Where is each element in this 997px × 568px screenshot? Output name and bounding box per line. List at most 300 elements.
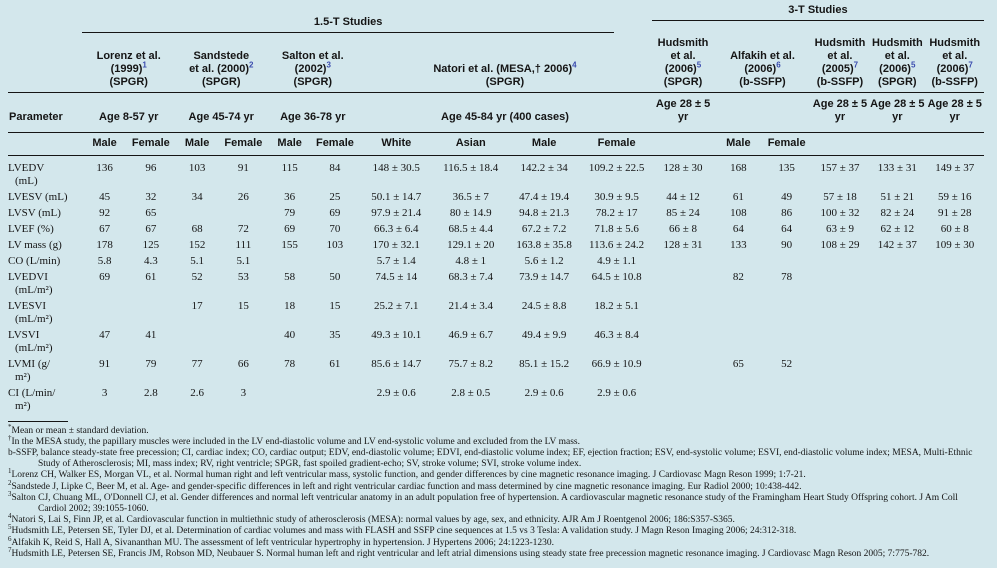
value-cell: 59 ± 16 [937, 191, 972, 203]
value-cell: 64.5 ± 10.8 [591, 271, 642, 283]
value-cell: 2.9 ± 0.6 [524, 387, 564, 399]
value-cell [127, 299, 175, 328]
footnote-marker: 2 [8, 478, 12, 487]
table-row [8, 357, 984, 386]
value-cell: 47 [99, 329, 111, 341]
study-sandstede [175, 35, 268, 93]
reference-link[interactable]: 7 [968, 60, 973, 70]
value-cell: 5.8 [97, 255, 112, 267]
study-name: et al. [884, 50, 910, 62]
value-cell: 30.9 ± 9.5 [594, 191, 639, 203]
value-cell [312, 254, 358, 270]
footnote-marker: † [8, 433, 12, 442]
value-cell: 17 [191, 300, 203, 312]
table-row [8, 254, 984, 270]
value-cell [652, 357, 714, 386]
value-cell: 35 [329, 329, 341, 341]
reference-link[interactable]: 5 [910, 60, 916, 70]
value-cell [811, 270, 869, 299]
value-cell [652, 254, 714, 270]
study-hudsmith-2006-bssfp [925, 35, 984, 93]
study-hudsmith-2005 [811, 35, 869, 93]
footnote: $^2$Sandstede J, Lipke C, Beer M, et al. Age- and gender-specific differences in left and right ventricular cardiac function and mass determined by cine magnetic resonance imaging. Eur Radiol 2000; 10:438-442. [8, 478, 802, 492]
value-cell: 109.2 ± 22.5 [588, 162, 645, 174]
study-year: (1999)$^1$ [110, 60, 147, 75]
study-year: (2006)$^5$ [664, 60, 702, 75]
table-row [8, 299, 984, 328]
footnote-marker: 3 [8, 489, 12, 498]
value-cell: 52 [781, 358, 793, 370]
footnote: $^7$Hudsmith LE, Petersen SE, Francis JM, Robson MD, Neubauer S. Normal human left and right ventricular and left atrial dimensions using steady state free precession magnetic resonance imaging. J Cardiovasc Magn Reson 2005; 7:775-782. [8, 545, 930, 559]
subcol-header: Male [82, 133, 126, 156]
value-cell [219, 328, 267, 357]
value-cell: 125 [142, 239, 160, 251]
value-cell: 85.1 ± 15.2 [519, 358, 570, 370]
value-cell: 68 [191, 223, 203, 235]
value-cell [925, 386, 984, 415]
value-cell [869, 254, 925, 270]
value-cell [925, 270, 984, 299]
data-table [8, 4, 984, 415]
table-row [8, 328, 984, 357]
value-cell: 148 ± 30.5 [372, 162, 420, 174]
reference-link[interactable]: 4 [572, 60, 577, 70]
value-cell [175, 206, 219, 222]
value-cell: 5.1 [190, 255, 204, 267]
study-natori [358, 35, 652, 93]
age-cell: Age 45-74 yr [175, 93, 268, 133]
parameter-label: LVSV (mL) [8, 207, 61, 219]
parameter-label: LVSVI (mL/m²) [8, 329, 53, 354]
value-cell [869, 299, 925, 328]
parameter-label: LVESV (mL) [8, 191, 68, 203]
value-cell: 103 [188, 162, 206, 174]
value-cell: 24.5 ± 8.8 [521, 300, 567, 312]
value-cell [82, 299, 126, 328]
value-cell [652, 386, 714, 415]
study-method: (b-SSFP) [816, 76, 864, 88]
empty-cell [8, 35, 82, 93]
age-cell: Age 45-84 yr (400 cases) [358, 93, 652, 133]
reference-link[interactable]: 5 [696, 60, 702, 70]
value-cell [763, 299, 811, 328]
footnote: †In the MESA study, the papillary muscles were included in the LV end-diastolic volume and LV end-systolic volume and excluded from the LV mass. [8, 433, 580, 447]
value-cell [925, 357, 984, 386]
value-cell [811, 328, 869, 357]
subcol-header [869, 133, 925, 156]
study-salton [268, 35, 359, 93]
value-cell: 70 [329, 223, 341, 235]
value-cell: 108 ± 29 [820, 239, 860, 251]
value-cell: 116.5 ± 18.4 [443, 162, 499, 174]
value-cell [714, 254, 762, 270]
value-cell: 79 [145, 358, 157, 370]
value-cell: 47.4 ± 19.4 [519, 191, 570, 203]
value-cell: 65 [732, 358, 744, 370]
value-cell [925, 328, 984, 357]
value-cell: 61 [145, 271, 157, 283]
value-cell: 2.8 ± 0.5 [451, 387, 491, 399]
subcol-header: Female [581, 133, 651, 156]
value-cell [714, 386, 762, 415]
value-cell [268, 386, 312, 415]
footnote: $^3$Salton CJ, Chuang ML, O'Donnell CJ, et al. Gender differences and normal left ventricular anatomy in an adult population free of hypertension. A cardiovascular magnetic resonance study of the Framingham Heart Study Offspring cohort. J Am Coll Cardiol 2002; 39:1055-1060. [8, 489, 958, 514]
value-cell: 85.6 ± 14.7 [371, 358, 422, 370]
value-cell: 163.8 ± 35.8 [516, 239, 572, 251]
parameter-label: LV mass (g) [8, 239, 62, 251]
study-name: Hudsmith [657, 37, 709, 49]
value-cell: 49.3 ± 10.1 [371, 329, 422, 341]
value-cell: 2.8 [143, 387, 158, 399]
value-cell [714, 299, 762, 328]
value-cell: 77 [191, 358, 203, 370]
value-cell: 64 [732, 223, 744, 235]
study-year: (2002)$^3$ [294, 60, 331, 75]
value-cell [925, 254, 984, 270]
value-cell: 75.7 ± 8.2 [448, 358, 493, 370]
section-15t [82, 4, 651, 35]
study-method: (SPGR) [293, 76, 333, 88]
value-cell: 62 ± 12 [880, 223, 915, 235]
value-cell [811, 386, 869, 415]
footnote: $^1$Lorenz CH, Walker ES, Morgan VL, et al. Normal human right and left ventricular mass, systolic function, and gender differences by cine magnetic resonance imaging. J Cardiovasc Magn Reson 1999; 1:7-21. [8, 467, 806, 481]
study-year: (2005)$^7$ [821, 60, 859, 75]
value-cell: 69 [99, 271, 111, 283]
subcol-header: Male [714, 133, 762, 156]
table-body [8, 156, 984, 415]
table-row [8, 222, 984, 238]
value-cell: 49.4 ± 9.9 [521, 329, 567, 341]
value-cell: 3 [240, 387, 247, 399]
value-cell [869, 357, 925, 386]
age-cell [714, 93, 811, 133]
footnote-marker: 5 [8, 523, 12, 532]
study-year: (2006)$^7$ [936, 60, 973, 75]
study-method: (b-SSFP) [739, 76, 786, 88]
value-cell: 34 [191, 191, 203, 203]
value-cell: 142.2 ± 34 [520, 162, 568, 174]
table-row [8, 156, 984, 190]
study-method: (SPGR) [663, 76, 703, 88]
subcol-header: Female [312, 133, 358, 156]
study-name: Hudsmith [814, 37, 866, 49]
value-cell [811, 254, 869, 270]
footnote: b-SSFP, balance steady-state free precession; CI, cardiac index; CO, cardiac output; EDV, end-diastolic volume; EDVI, end-diastolic volume index; EF, ejection fraction; ESV, end-systolic volume; ESVI, end-diastolic volume index; MESA, Multi-Ethnic Study of Atherosclerosis; MI, mass index; RV, right ventricle; SPGR, fast spoiled gradient-echo; SV, stroke volume; SVI, stroke volume index. [8, 447, 973, 470]
value-cell: 96 [145, 162, 157, 174]
parameter-label: LVESVI (mL/m²) [8, 300, 53, 325]
value-cell: 133 [730, 239, 747, 251]
study-hudsmith-3t-spgr [652, 35, 714, 93]
field-strength-header-row [8, 4, 984, 35]
value-cell: 82 [732, 271, 744, 283]
value-cell: 128 ± 31 [663, 239, 703, 251]
value-cell: 78 [781, 271, 793, 283]
value-cell: 97.9 ± 21.4 [371, 207, 422, 219]
study-year: (2006)$^6$ [744, 60, 781, 75]
value-cell [925, 299, 984, 328]
value-cell: 82 ± 24 [880, 207, 915, 219]
value-cell: 67 [145, 223, 157, 235]
section-3t [652, 4, 984, 35]
value-cell: 40 [284, 329, 296, 341]
value-cell: 51 ± 21 [880, 191, 915, 203]
value-cell [763, 328, 811, 357]
value-cell: 91 ± 28 [937, 207, 972, 219]
subcol-header [925, 133, 984, 156]
section-15t-label: 1.5-T Studies [82, 16, 613, 33]
value-cell [652, 299, 714, 328]
value-cell: 69 [329, 207, 341, 219]
reference-link[interactable]: 1 [142, 60, 147, 70]
value-cell: 44 ± 12 [666, 191, 700, 203]
value-cell: 67 [99, 223, 111, 235]
study-method: (SPGR) [485, 76, 525, 88]
value-cell [869, 270, 925, 299]
parameter-label: CO (L/min) [8, 255, 61, 267]
reference-link[interactable]: 3 [326, 60, 331, 70]
footnote: $^6$Alfakih K, Reid S, Hall A, Sivananthan MU. The assessment of left ventricular hypertrophy in hypertension. J Hypertens 2006; 24:1223-1230. [8, 534, 555, 548]
study-name: Hudsmith [929, 37, 981, 49]
subcol-header: White [358, 133, 434, 156]
value-cell: 73.9 ± 14.7 [519, 271, 570, 283]
footnote-marker: 4 [8, 511, 12, 520]
study-method: (SPGR) [878, 76, 917, 88]
age-cell: Age 8-57 yr [82, 93, 175, 133]
value-cell: 90 [781, 239, 793, 251]
value-cell: 60 ± 8 [940, 223, 969, 235]
subcol-header: Female [127, 133, 175, 156]
value-cell: 84 [329, 162, 341, 174]
value-cell: 157 ± 37 [820, 162, 860, 174]
value-cell: 69 [284, 223, 296, 235]
value-cell: 52 [191, 271, 203, 283]
value-cell: 15 [329, 300, 341, 312]
value-cell: 61 [329, 358, 341, 370]
value-cell: 68.3 ± 7.4 [448, 271, 493, 283]
value-cell: 5.7 ± 1.4 [376, 255, 416, 267]
study-lorenz [82, 35, 175, 93]
footnote: *Mean or mean ± standard deviation. [8, 422, 149, 436]
study-year: Natori et al. (MESA,† 2006)$^4$ [433, 60, 577, 75]
study-name: Sandstede [193, 50, 250, 62]
value-cell: 100 ± 32 [820, 207, 860, 219]
reference-link[interactable]: 2 [248, 60, 254, 70]
value-cell: 4.9 ± 1.1 [597, 255, 637, 267]
value-cell [652, 328, 714, 357]
table-row [8, 386, 984, 415]
value-cell: 78 [284, 358, 296, 370]
value-cell: 68.5 ± 4.4 [448, 223, 493, 235]
value-cell: 91 [237, 162, 249, 174]
value-cell: 49 [781, 191, 793, 203]
value-cell: 5.6 ± 1.2 [524, 255, 564, 267]
footnote: $^4$Natori S, Lai S, Finn JP, et al. Cardiovascular function in multiethnic study of atherosclerosis (MESA): normal values by age, sex, and ethnicity. AJR Am J Roentgenol 2006; 186:S357-S365. [8, 511, 735, 526]
value-cell [763, 254, 811, 270]
study-alfakih [714, 35, 811, 93]
value-cell: 133 ± 31 [877, 162, 917, 174]
value-cell: 53 [237, 271, 249, 283]
subcol-header: Male [175, 133, 219, 156]
value-cell: 45 [99, 191, 111, 203]
value-cell: 25.2 ± 7.1 [374, 300, 419, 312]
value-cell: 67.2 ± 7.2 [521, 223, 567, 235]
value-cell: 66.9 ± 10.9 [591, 358, 642, 370]
value-cell: 78.2 ± 17 [595, 207, 638, 219]
value-cell: 152 [188, 239, 206, 251]
subgroup-header-row [8, 133, 984, 156]
value-cell: 26 [237, 191, 249, 203]
value-cell: 36 [284, 191, 296, 203]
value-cell: 32 [145, 191, 157, 203]
value-cell [811, 357, 869, 386]
value-cell: 71.8 ± 5.6 [594, 223, 639, 235]
age-cell: Age 28 ± 5 yr [925, 93, 984, 133]
age-cell: Age 36-78 yr [268, 93, 359, 133]
footnotes [8, 422, 987, 560]
value-cell: 25 [329, 191, 341, 203]
value-cell: 41 [145, 329, 157, 341]
value-cell: 79 [284, 207, 296, 219]
reference-link[interactable]: 7 [853, 60, 859, 70]
value-cell: 2.9 ± 0.6 [376, 387, 416, 399]
study-name: et al. [827, 50, 853, 62]
age-cell: Age 28 ± 5 yr [652, 93, 714, 133]
value-cell [652, 270, 714, 299]
study-method: (b-SSFP) [931, 76, 978, 88]
value-cell: 149 ± 37 [935, 162, 975, 174]
value-cell [312, 386, 358, 415]
value-cell: 4.8 ± 1 [455, 255, 487, 267]
value-cell [763, 386, 811, 415]
value-cell: 128 ± 30 [663, 162, 703, 174]
table-row [8, 238, 984, 254]
value-cell: 80 ± 14.9 [449, 207, 492, 219]
footnote-marker: 6 [8, 534, 12, 543]
parameter-label: LVEDV (mL) [8, 162, 45, 187]
value-cell: 46.3 ± 8.4 [594, 329, 639, 341]
subcol-header [811, 133, 869, 156]
age-cell: Age 28 ± 5 yr [811, 93, 869, 133]
table-row [8, 206, 984, 222]
study-year: (2006)$^5$ [879, 60, 916, 75]
value-cell: 103 [326, 239, 344, 251]
study-name: Hudsmith [871, 37, 923, 49]
empty-cell [8, 133, 82, 156]
value-cell: 111 [235, 239, 252, 251]
value-cell: 5.1 [236, 255, 251, 267]
value-cell: 65 [145, 207, 157, 219]
footnote-rule [8, 421, 68, 422]
subcol-header [652, 133, 714, 156]
study-name: Lorenz et al. [96, 50, 161, 62]
value-cell: 15 [237, 300, 249, 312]
value-cell: 94.8 ± 21.3 [519, 207, 570, 219]
value-cell: 155 [281, 239, 298, 251]
subcol-header: Female [219, 133, 267, 156]
parameter-label: CI (L/min/ m²) [8, 387, 56, 412]
value-cell: 21.4 ± 3.4 [448, 300, 493, 312]
value-cell: 66.3 ± 6.4 [374, 223, 419, 235]
value-cell: 66 [237, 358, 249, 370]
footnote: $^5$Hudsmith LE, Petersen SE, Tyler DJ, et al. Determination of cardiac volumes and mass with FLASH and SSFP cine sequences at 1.5 vs 3 Tesla: A validation study. J Magn Reson Imaging 2006; 24:312-318. [8, 523, 797, 537]
value-cell: 113.6 ± 24.2 [589, 239, 645, 251]
value-cell: 57 ± 18 [823, 191, 857, 203]
value-cell: 142 ± 37 [877, 239, 917, 251]
value-cell [714, 328, 762, 357]
study-name: et al. [670, 50, 696, 62]
value-cell: 3 [101, 387, 108, 399]
parameter-label: LVEF (%) [8, 223, 54, 235]
footnote-marker: 1 [8, 467, 12, 476]
parameter-column-header: Parameter [8, 93, 82, 133]
value-cell: 129.1 ± 20 [447, 239, 495, 251]
study-year: et al. (2000)$^2$ [189, 60, 254, 75]
value-cell [175, 328, 219, 357]
value-cell [219, 206, 267, 222]
value-cell: 61 [732, 191, 744, 203]
value-cell: 86 [781, 207, 793, 219]
age-cell: Age 28 ± 5 yr [869, 93, 925, 133]
value-cell: 91 [99, 358, 111, 370]
value-cell: 36.5 ± 7 [452, 191, 489, 203]
value-cell: 63 ± 9 [825, 223, 854, 235]
value-cell: 2.9 ± 0.6 [597, 387, 637, 399]
value-cell: 135 [778, 162, 795, 174]
value-cell: 109 ± 30 [935, 239, 975, 251]
value-cell: 178 [96, 239, 113, 251]
value-cell: 115 [281, 162, 298, 174]
study-name: et al. [942, 50, 968, 62]
corner-cell [8, 4, 82, 35]
value-cell: 2.6 [190, 387, 204, 399]
footnote-marker: * [8, 422, 12, 431]
study-method: (SPGR) [109, 76, 148, 88]
study-name: Salton et al. [281, 50, 344, 62]
value-cell: 46.9 ± 6.7 [448, 329, 493, 341]
value-cell: 18.2 ± 5.1 [594, 300, 639, 312]
value-cell [811, 299, 869, 328]
parameter-label: LVMI (g/ m²) [8, 358, 51, 383]
subcol-header: Male [507, 133, 581, 156]
value-cell: 136 [96, 162, 113, 174]
value-cell [869, 386, 925, 415]
value-cell: 170 ± 32.1 [372, 239, 420, 251]
study-hudsmith-2006-spgr [869, 35, 925, 93]
study-name: Alfakih et al. [730, 50, 795, 62]
table-row [8, 190, 984, 206]
value-cell: 18 [284, 300, 296, 312]
value-cell: 64 [781, 223, 793, 235]
section-3t-label: 3-T Studies [652, 4, 984, 21]
reference-link[interactable]: 6 [776, 60, 781, 70]
value-cell: 74.5 ± 14 [375, 271, 418, 283]
subcol-header: Female [763, 133, 811, 156]
study-method: (SPGR) [202, 76, 241, 88]
value-cell: 92 [99, 207, 111, 219]
value-cell: 85 ± 24 [666, 207, 700, 219]
value-cell: 72 [237, 223, 249, 235]
value-cell: 50 [329, 271, 341, 283]
value-cell: 66 ± 8 [669, 223, 698, 235]
value-cell [268, 254, 312, 270]
age-header-row [8, 93, 984, 133]
parameter-label: LVEDVI (mL/m²) [8, 271, 53, 296]
table-row [8, 270, 984, 299]
subcol-header: Male [268, 133, 312, 156]
value-cell [869, 328, 925, 357]
value-cell: 168 [730, 162, 747, 174]
subcol-header: Asian [435, 133, 507, 156]
